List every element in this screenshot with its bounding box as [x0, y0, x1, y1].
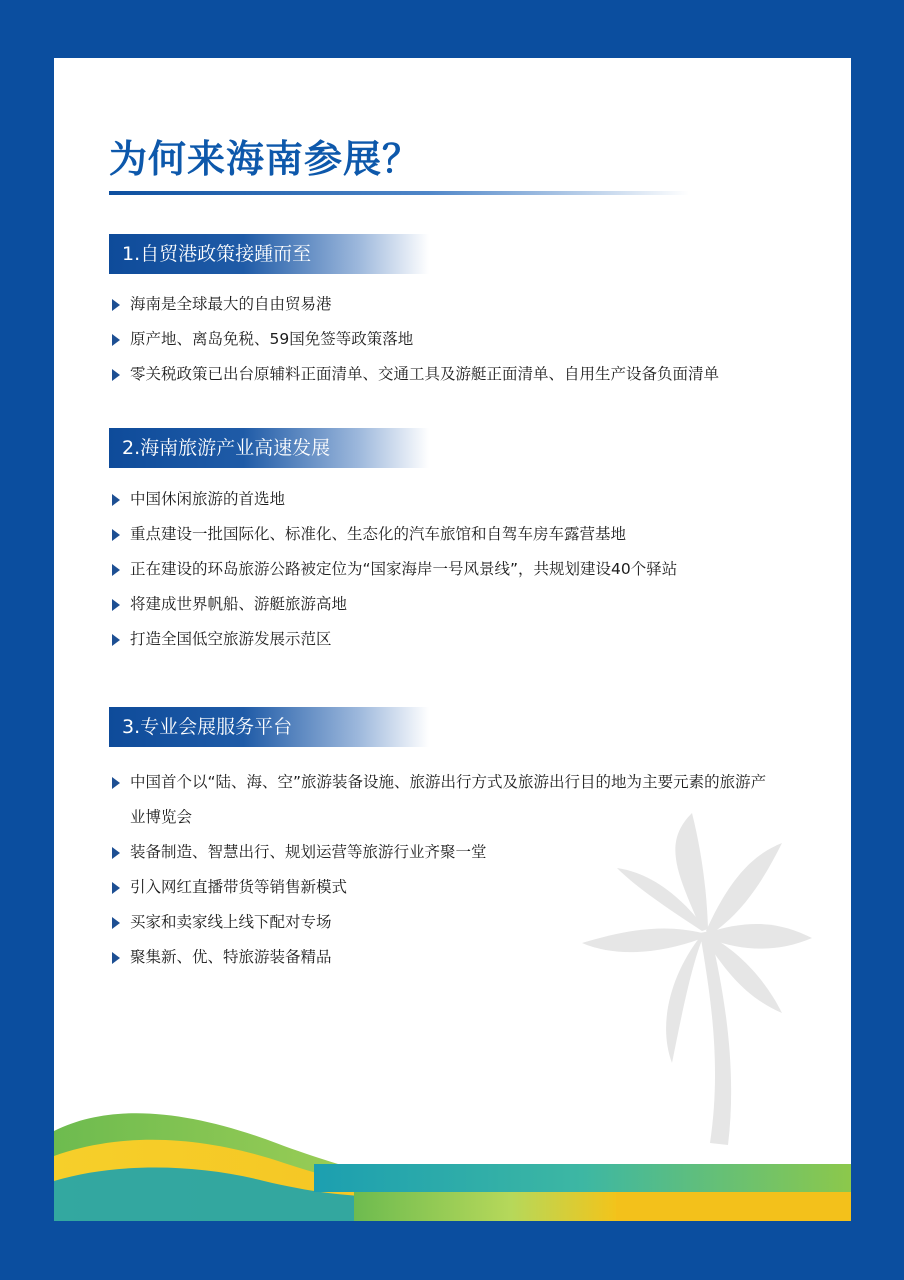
- bullet-triangle-icon: [112, 529, 120, 541]
- section-2-list: [112, 482, 802, 657]
- list-item: 中国休闲旅游的首选地: [112, 482, 802, 517]
- page-sheet: [54, 58, 851, 1221]
- list-item: 海南是全球最大的自由贸易港: [112, 287, 802, 322]
- list-item: 买家和卖家线上线下配对专场: [112, 905, 802, 940]
- page-title: 为何来海南参展？: [109, 137, 422, 181]
- list-item: 零关税政策已出台原辅料正面清单、交通工具及游艇正面清单、自用生产设备负面清单: [112, 357, 802, 392]
- list-item: 聚集新、优、特旅游装备精品: [112, 940, 802, 975]
- section-heading-2: 2.海南旅游产业高速发展: [109, 428, 429, 468]
- list-item: 打造全国低空旅游发展示范区: [112, 622, 802, 657]
- bullet-triangle-icon: [112, 369, 120, 381]
- list-item: 将建成世界帆船、游艇旅游高地: [112, 587, 802, 622]
- list-item: 重点建设一批国际化、标准化、生态化的汽车旅馆和自驾车房车露营基地: [112, 517, 802, 552]
- bullet-triangle-icon: [112, 634, 120, 646]
- bullet-triangle-icon: [112, 917, 120, 929]
- list-item: 中国首个以“陆、海、空”旅游装备设施、旅游出行方式及旅游出行目的地为主要元素的旅游产业博览会: [112, 765, 802, 835]
- list-item: 装备制造、智慧出行、规划运营等旅游行业齐聚一堂: [112, 835, 802, 870]
- list-item: 正在建设的环岛旅游公路被定位为“国家海岸一号风景线”，共规划建设40个驿站: [112, 552, 802, 587]
- bullet-triangle-icon: [112, 882, 120, 894]
- bullet-triangle-icon: [112, 952, 120, 964]
- bullet-triangle-icon: [112, 299, 120, 311]
- section-1-list: [112, 287, 802, 392]
- section-3-list: [112, 765, 802, 975]
- title-underline: [109, 191, 689, 195]
- list-item: 原产地、离岛免税、59国免签等政策落地: [112, 322, 802, 357]
- section-heading-1: 1.自贸港政策接踵而至: [109, 234, 429, 274]
- bullet-triangle-icon: [112, 494, 120, 506]
- bullet-triangle-icon: [112, 564, 120, 576]
- bullet-triangle-icon: [112, 334, 120, 346]
- list-item: 引入网红直播带货等销售新模式: [112, 870, 802, 905]
- bullet-triangle-icon: [112, 599, 120, 611]
- bullet-triangle-icon: [112, 847, 120, 859]
- bullet-triangle-icon: [112, 777, 120, 789]
- section-heading-3: 3.专业会展服务平台: [109, 707, 429, 747]
- decorative-waves: [54, 1101, 851, 1221]
